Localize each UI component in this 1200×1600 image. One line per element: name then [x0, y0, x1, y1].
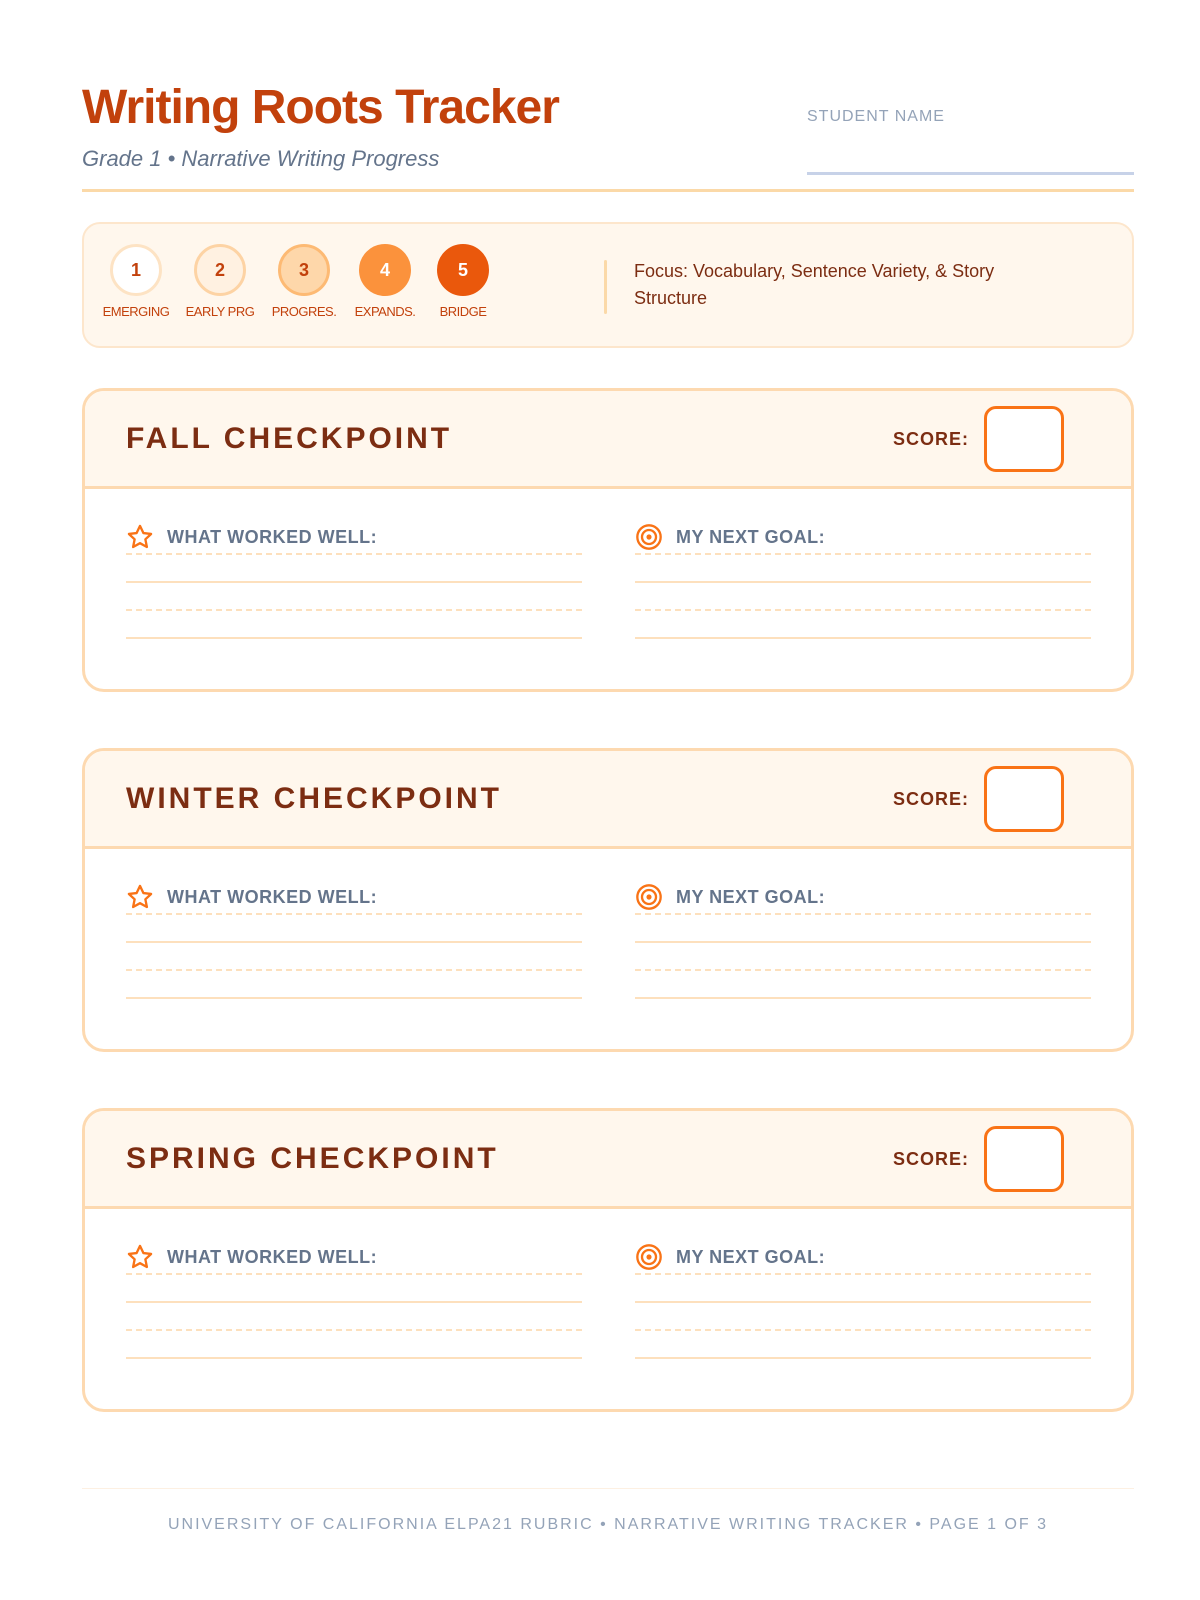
writing-line[interactable]	[635, 1357, 1091, 1359]
next-goal-label: MY NEXT GOAL:	[676, 887, 826, 907]
checkpoint-title: WINTER CHECKPOINT	[126, 782, 502, 815]
target-icon	[635, 883, 663, 911]
score-label: SCORE:	[893, 789, 970, 809]
next-goal-label: MY NEXT GOAL:	[676, 527, 826, 547]
writing-line[interactable]	[635, 1329, 1091, 1331]
focus-text: Focus: Vocabulary, Sentence Variety, & Story Structure	[634, 261, 995, 308]
writing-line[interactable]	[126, 609, 582, 611]
footer-divider	[82, 1488, 1134, 1489]
worked-well-section	[126, 881, 582, 915]
checkpoint-header	[85, 391, 1131, 489]
writing-line[interactable]	[126, 913, 582, 915]
worked-well-label: WHAT WORKED WELL:	[167, 887, 378, 907]
writing-line[interactable]	[635, 637, 1091, 639]
target-icon	[635, 523, 663, 551]
student-name-field[interactable]	[807, 172, 1134, 175]
focus-divider	[604, 260, 607, 314]
level-4-circle: 4	[359, 244, 411, 296]
writing-line[interactable]	[635, 941, 1091, 943]
level-5-label: BRIDGE	[439, 304, 487, 319]
score-input[interactable]	[984, 1126, 1064, 1192]
worked-well-section	[126, 1241, 582, 1275]
level-5	[421, 244, 505, 319]
score-input[interactable]	[984, 766, 1064, 832]
page-subtitle: Grade 1 • Narrative Writing Progress	[82, 146, 440, 171]
level-1-circle: 1	[110, 244, 162, 296]
page-footer: UNIVERSITY OF CALIFORNIA ELPA21 RUBRIC • NARRATIVE WRITING TRACKER • PAGE 1 OF 3	[167, 1516, 1049, 1533]
star-icon	[126, 523, 154, 551]
star-icon	[126, 1243, 154, 1271]
level-4-label: EXPANDS.	[354, 304, 416, 319]
writing-line[interactable]	[635, 997, 1091, 999]
next-goal-section	[635, 521, 1091, 555]
writing-line[interactable]	[126, 1301, 582, 1303]
writing-line[interactable]	[635, 553, 1091, 555]
score-input[interactable]	[984, 406, 1064, 472]
writing-line[interactable]	[635, 609, 1091, 611]
worked-well-label: WHAT WORKED WELL:	[167, 1247, 378, 1267]
level-3-label: PROGRES.	[271, 304, 337, 319]
checkpoint-title: SPRING CHECKPOINT	[126, 1142, 499, 1175]
worked-well-section	[126, 521, 582, 555]
writing-line[interactable]	[126, 969, 582, 971]
checkpoint-header	[85, 751, 1131, 849]
page-title: Writing Roots Tracker	[82, 81, 559, 134]
worked-well-label: WHAT WORKED WELL:	[167, 527, 378, 547]
writing-line[interactable]	[635, 1301, 1091, 1303]
next-goal-section	[635, 1241, 1091, 1275]
level-1	[94, 244, 178, 319]
writing-line[interactable]	[635, 913, 1091, 915]
level-5-circle: 5	[437, 244, 489, 296]
next-goal-label: MY NEXT GOAL:	[676, 1247, 826, 1267]
level-4	[343, 244, 427, 319]
checkpoint-card-fall	[82, 388, 1134, 692]
target-icon	[635, 1243, 663, 1271]
score-label: SCORE:	[893, 1149, 970, 1169]
writing-line[interactable]	[126, 637, 582, 639]
next-goal-section	[635, 881, 1091, 915]
writing-line[interactable]	[126, 553, 582, 555]
proficiency-scale	[82, 222, 1134, 348]
level-2-label: EARLY PRG	[185, 304, 255, 319]
star-icon	[126, 883, 154, 911]
checkpoint-title: FALL CHECKPOINT	[126, 422, 453, 455]
writing-line[interactable]	[635, 969, 1091, 971]
writing-line[interactable]	[635, 581, 1091, 583]
level-2	[178, 244, 262, 319]
page-header	[82, 80, 1134, 192]
tracker-page	[82, 0, 1134, 1600]
writing-line[interactable]	[126, 1273, 582, 1275]
checkpoint-header	[85, 1111, 1131, 1209]
score-label: SCORE:	[893, 429, 970, 449]
student-name-label: STUDENT NAME	[807, 108, 945, 125]
level-3	[262, 244, 346, 319]
writing-line[interactable]	[126, 1329, 582, 1331]
writing-line[interactable]	[126, 941, 582, 943]
writing-line[interactable]	[126, 997, 582, 999]
level-1-label: EMERGING	[102, 304, 170, 319]
checkpoint-card-spring	[82, 1108, 1134, 1412]
level-2-circle: 2	[194, 244, 246, 296]
writing-line[interactable]	[635, 1273, 1091, 1275]
writing-line[interactable]	[126, 581, 582, 583]
writing-line[interactable]	[126, 1357, 582, 1359]
level-3-circle: 3	[278, 244, 330, 296]
checkpoint-card-winter	[82, 748, 1134, 1052]
